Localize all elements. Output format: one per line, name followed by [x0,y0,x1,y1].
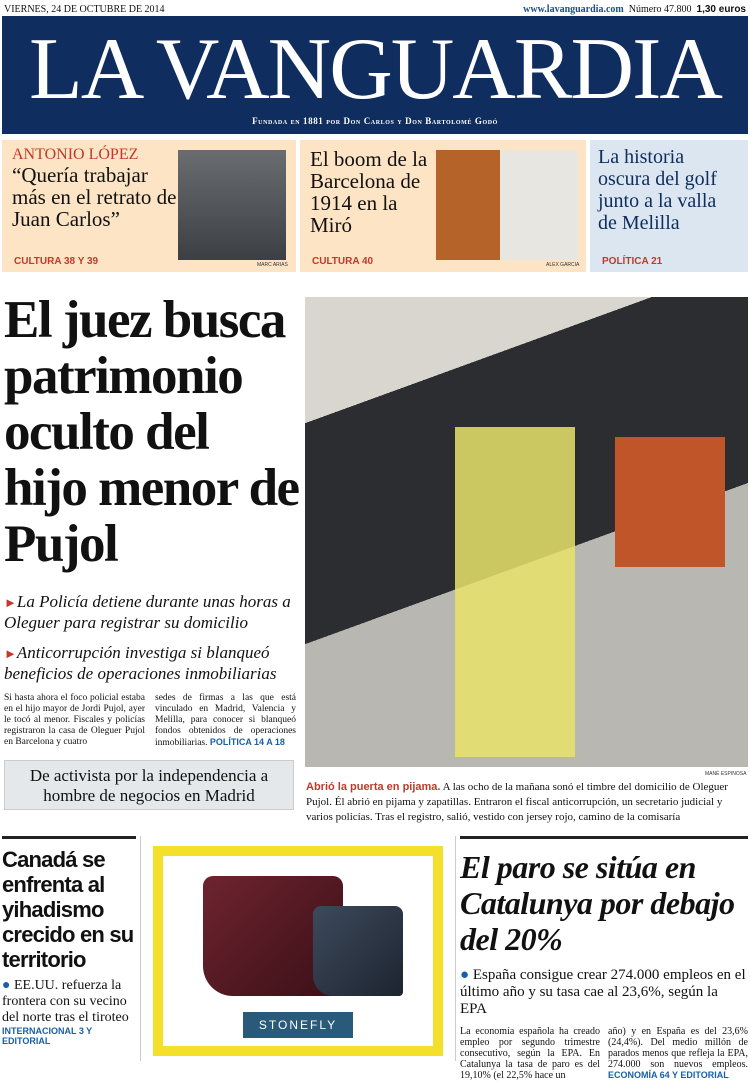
teaser-section: CULTURA 40 [312,256,374,267]
lead-body [4,693,296,749]
canada-story[interactable] [2,836,136,1046]
story-body-col1: La economía española ha creado empleo por segundo trimestre consecutivo, según la EPA. En Catalunya la tasa de paro es del 19,10% (el 22,5% hace un [460,1026,600,1081]
masthead [2,16,748,134]
photo-caption: Abrió la puerta en pijama. A las ocho de la mañana sonó el timbre del domicilio de Oleguer Pujol. Él abrió en pijama y zapatillas. Entraron el fiscal anticorrupción, un secretario judicial y varios policías. Tras el registro, salió, vestido con jersey rojo, camino de la comisaría [306,781,728,823]
section-ref[interactable]: POLÍTICA 14 A 18 [209,737,285,747]
lead-headline[interactable]: El juez busca patrimonio oculto del hijo menor de Pujol [4,291,299,573]
bullet-icon: ● [460,967,470,983]
story-body-col2: año) y en España es del 23,6% (24,4%). Del medio millón de parados menos que refleja la EPA, 274.000 son nuevos empleos. [608,1026,748,1070]
story-headline: El paro se sitúa en Catalunya por debajo del 20% [460,849,735,957]
issue-number: Número 47.800 [628,3,692,15]
photo-credit: MARC ARIAS [257,262,288,268]
story-subhead: EE.UU. refuerza la frontera con su vecino del norte tras el tiroteo [2,978,129,1025]
teaser-title: “Quería trabajar más en el retrato de Juan Carlos” [12,163,177,231]
top-bar [4,2,746,16]
price: 1,30 euros [696,3,746,15]
website-link[interactable]: www.lavanguardia.com [523,3,624,15]
column-divider [140,836,141,1061]
teaser-kicker: ANTONIO LÓPEZ [12,146,139,163]
photo-credit: ALEX GARCIA [546,262,580,268]
caption-title: Abrió la puerta en pijama. [306,781,441,793]
lead-body-col1: Si hasta ahora el foco policial estaba en el hijo mayor de Jordi Pujol, ayer le tocó al menor. Fiscales y policías registraron la casa de Oleguer Pujol en Barcelona y cuatro [4,693,145,747]
section-ref[interactable]: ECONOMÍA 64 Y EDITORIAL [608,1070,729,1080]
column-divider [455,836,456,1061]
teaser-title: La historia oscura del golf junto a la valla de Melilla [598,146,717,234]
lead-photo [305,297,748,767]
unemployment-story[interactable] [460,836,748,1081]
tagline: Fundada en 1881 por Don Carlos y Don Bartolomé Godó [252,116,498,126]
teaser-title: El boom de la Barcelona de 1914 en la Miró [310,147,428,237]
arrow-icon: ► [4,646,17,661]
photo-credit: MANÉ ESPINOSA [705,771,747,777]
story-subhead: España consigue crear 274.000 empleos en el último año y su tasa cae al 23,6%, según la EPA [460,967,746,1017]
section-ref[interactable]: INTERNACIONAL 3 Y EDITORIAL [2,1026,93,1046]
teaser-barcelona-1914[interactable] [300,140,586,272]
rule [460,836,748,839]
issue-date: VIERNES, 24 DE OCTUBRE DE 2014 [4,3,165,15]
story-headline: Canadá se enfrenta al yihadismo crecido en su territorio [2,847,134,972]
arrow-icon: ► [4,595,17,610]
police-vest-figure [455,427,575,757]
advertisement[interactable] [153,846,443,1056]
teaser-antonio-lopez[interactable] [2,140,296,272]
ad-brand: STONEFLY [243,1012,353,1038]
museum-photo [436,150,578,260]
lead-body-col2: sedes de firmas a las que está vinculado en Madrid, Valencia y Melilla, para conocer si blanqueó fondos obtenidos de operaciones inmobiliarias. [155,693,296,748]
teaser-section: CULTURA 38 Y 39 [14,256,99,267]
newspaper-logo: LA VANGUARDIA [29,21,721,118]
boot-image [313,906,403,996]
portrait-photo [178,150,286,260]
red-jersey-figure [615,437,725,567]
bullet-icon: ● [2,978,11,993]
rule [2,836,136,839]
teaser-section: POLÍTICA 21 [602,256,663,267]
teaser-golf-melilla[interactable] [590,140,748,272]
related-box[interactable]: De activista por la independencia a hombre de negocios en Madrid [4,760,294,810]
lead-subhead-1: ►La Policía detiene durante unas horas a Oleguer para registrar su domicilio [4,592,291,632]
lead-subhead-2: ►Anticorrupción investiga si blanqueó beneficios de operaciones inmobiliarias [4,643,277,683]
